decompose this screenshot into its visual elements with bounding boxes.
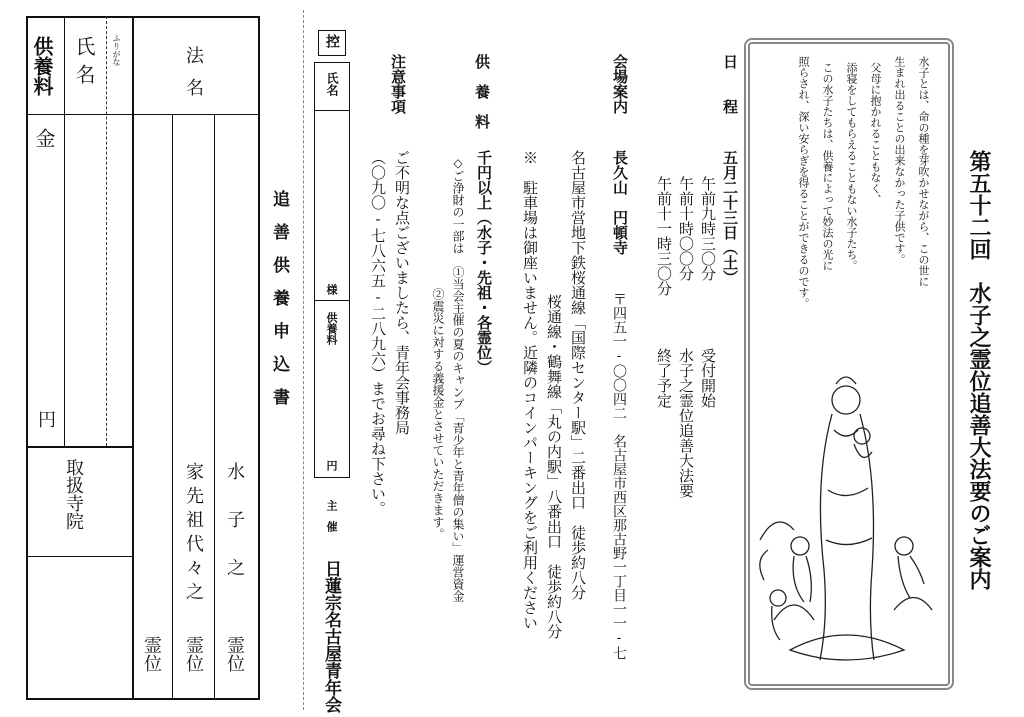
offering-fee-label: 供養料 bbox=[30, 36, 54, 96]
intro-line-5: この水子たちは、供養によって妙法の光に bbox=[821, 62, 834, 271]
posthumous-name-field-3[interactable] bbox=[136, 116, 170, 626]
ancestors-column-bottom: 霊位 bbox=[183, 636, 204, 672]
name-field[interactable] bbox=[66, 116, 104, 444]
schedule-time-2: 午前十時〇〇分 bbox=[677, 176, 695, 281]
event-date: 五月二十三日（土） bbox=[721, 150, 739, 285]
mizuko-column-top: 水子之 bbox=[224, 462, 245, 606]
intro-line-4: 添寝をしてもらえることもない水子たち。 bbox=[845, 62, 858, 271]
posthumous-name-field-1[interactable] bbox=[216, 116, 258, 456]
cut-line bbox=[303, 10, 304, 710]
schedule-event-3: 終了予定 bbox=[655, 348, 673, 408]
stub-name-label: 氏名 bbox=[325, 72, 339, 96]
stub-honorific: 様 bbox=[325, 284, 338, 295]
stub-yen: 円 bbox=[325, 460, 338, 471]
fee-amount: 千円以上（水子・先祖・各霊位） bbox=[475, 150, 493, 375]
access-line-1: 名古屋市営地下鉄桜通線「国際センター駅」二番出口 徒歩約八分 bbox=[569, 150, 587, 600]
offering-amount-field[interactable] bbox=[28, 160, 62, 400]
kannon-with-children-illustration bbox=[754, 370, 944, 680]
other-column-bottom: 霊位 bbox=[141, 636, 162, 672]
caution-label: 注意事項 bbox=[389, 54, 407, 114]
parking-note: ※ 駐車場は御座いません。近隣のコインパーキングをご利用ください bbox=[521, 150, 539, 630]
furigana-field[interactable] bbox=[108, 116, 130, 444]
posthumous-name-field-2[interactable] bbox=[174, 116, 212, 456]
organizer-label: 主催 bbox=[325, 500, 338, 542]
fee-label: 供 養 料 bbox=[473, 54, 491, 129]
intro-line-1: 水子とは、命の種を芽吹かせながら、この世に bbox=[917, 56, 930, 287]
copy-mark-label: 控 bbox=[324, 34, 340, 48]
posthumous-name-label: 法名 bbox=[183, 46, 204, 110]
caution-line-2: （〇九〇-七八六五-二八九六）までお尋ね下さい。 bbox=[369, 150, 387, 516]
ancestors-column-top: 家先祖代々之 bbox=[183, 462, 204, 606]
schedule-label: 日 程 bbox=[721, 54, 739, 114]
currency-prefix: 金 bbox=[32, 128, 56, 148]
access-line-2: 桜通線・鶴舞線「丸の内駅」八番出口 徒歩約八分 bbox=[545, 294, 563, 639]
fee-note-2: ②震災に対する義援金とさせていただきます。 bbox=[431, 288, 445, 540]
temple-label: 取扱寺院 bbox=[63, 458, 84, 530]
schedule-event-1: 受付開始 bbox=[699, 348, 717, 408]
stub-offering-label: 供養料 bbox=[325, 312, 338, 345]
stub-box bbox=[314, 62, 350, 478]
schedule-time-1: 午前九時三〇分 bbox=[699, 176, 717, 281]
intro-line-6: 照らされ、深い安らぎを得ることができるのです。 bbox=[797, 56, 810, 309]
form-title: 追善供養申込書 bbox=[269, 190, 289, 421]
temple-field[interactable] bbox=[28, 560, 130, 698]
venue-name: 長久山 円頓寺 bbox=[611, 150, 629, 255]
mizuko-column-bottom: 霊位 bbox=[224, 636, 245, 672]
fee-note-1: ◇ご浄財の一部は ①当会主催の夏のキャンプ「青少年と青年僧の集い」運営資金 bbox=[451, 156, 465, 602]
venue-label: 会場案内 bbox=[611, 54, 629, 114]
intro-line-3: 父母に抱かれることもなく、 bbox=[869, 62, 882, 205]
schedule-time-3: 午前十一時三〇分 bbox=[655, 176, 673, 296]
schedule-event-2: 水子之霊位追善大法要 bbox=[677, 348, 695, 498]
venue-address: 〒四五一-〇〇四二 名古屋市西区那古野一丁目一一-七 bbox=[611, 292, 627, 660]
furigana-label: ふりがな bbox=[112, 34, 121, 66]
name-label: 氏名 bbox=[72, 36, 96, 92]
currency-suffix: 円 bbox=[35, 410, 56, 428]
caution-line-1: ご不明な点ございましたら、青年会事務局 bbox=[393, 150, 411, 435]
organizer-name: 日蓮宗名古屋青年会 bbox=[321, 560, 341, 713]
notice-title: 第五十二回 水子之霊位追善大法要のご案内 bbox=[966, 150, 992, 590]
intro-line-2: 生まれ出ることの出来なかった子供です。 bbox=[893, 56, 906, 265]
